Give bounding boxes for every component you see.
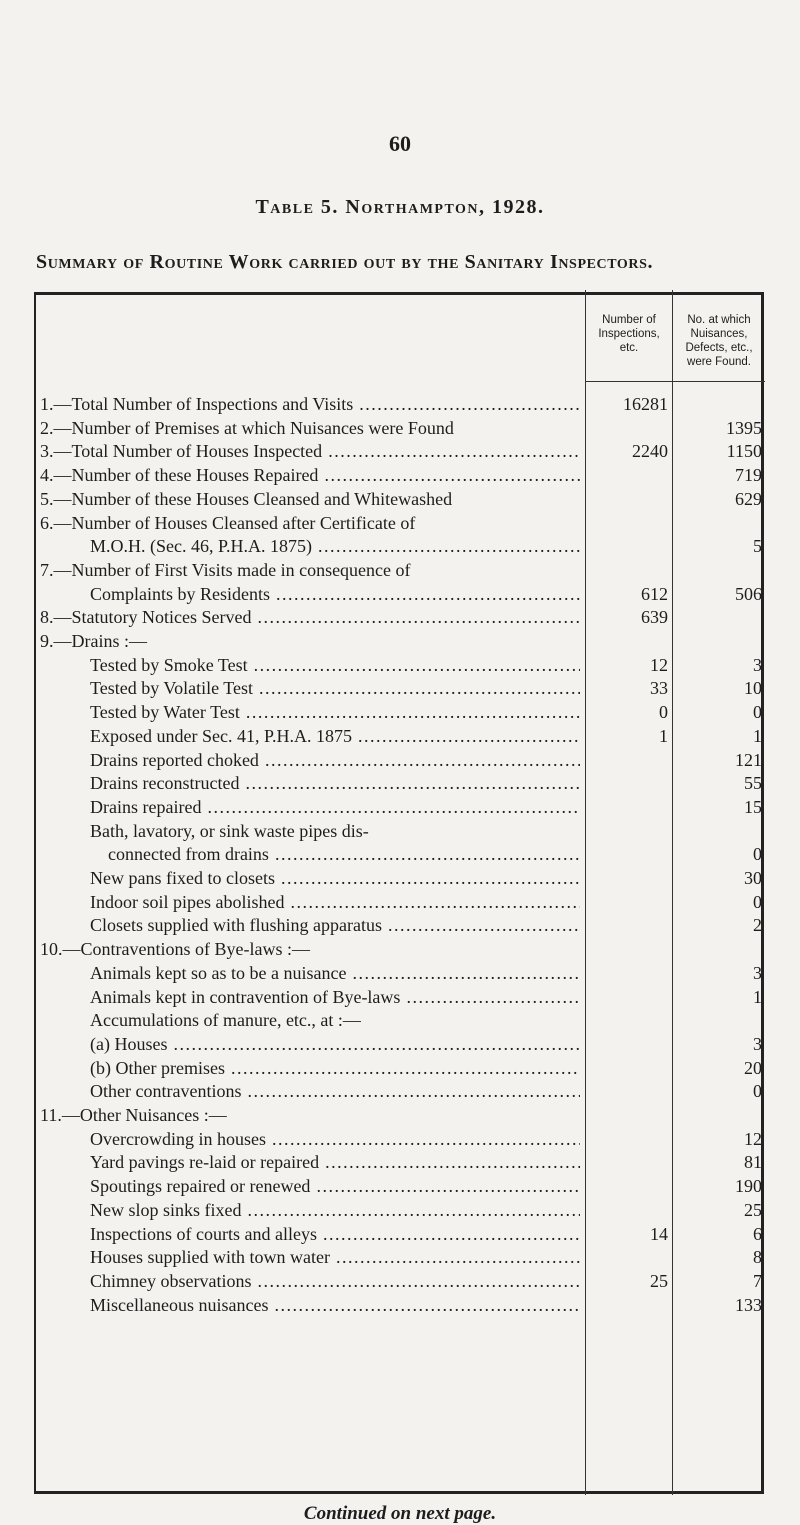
row-label: Complaints by Residents ..... — [90, 583, 580, 606]
row-label: New pans fixed to closets ..... — [90, 867, 580, 890]
table-row — [40, 583, 760, 606]
table-row — [40, 1270, 760, 1293]
nuisances-value: 25 — [744, 1199, 762, 1220]
inspections-value: 0 — [659, 702, 668, 723]
inspections-value: 16281 — [623, 394, 668, 414]
table-row — [40, 820, 760, 843]
nuisances-value: 30 — [744, 868, 762, 888]
nuisances-value: 629 — [735, 488, 762, 509]
row-label: Drains reported choked ..... — [90, 749, 580, 772]
row-label: Other contraventions ..... — [90, 1080, 580, 1103]
nuisances-value: 2 — [753, 915, 762, 936]
row-label: 10.—Contraventions of Bye-laws :— — [40, 939, 310, 960]
nuisances-value: 1 — [753, 725, 762, 746]
row-label: Tested by Volatile Test ..... — [90, 677, 580, 700]
inspections-value: 2240 — [632, 441, 668, 462]
table-row — [40, 1199, 760, 1222]
table-row — [40, 440, 760, 463]
inspections-value: 612 — [641, 583, 668, 604]
row-label: Exposed under Sec. 41, P.H.A. 1875 ..... — [90, 725, 580, 748]
nuisances-value: 1 — [753, 986, 762, 1007]
inspections-value: 33 — [650, 678, 668, 699]
nuisances-value: 1150 — [726, 441, 762, 462]
row-label: Accumulations of manure, etc., at :— — [90, 1010, 361, 1031]
row-label: Chimney observations ..... — [90, 1270, 580, 1293]
page-number: 60 — [389, 131, 411, 156]
table-row — [40, 1033, 760, 1056]
row-label: 8.—Statutory Notices Served ..... — [40, 606, 580, 629]
nuisances-value: 3 — [753, 1033, 762, 1054]
nuisances-value: 719 — [735, 465, 762, 486]
nuisances-value: 7 — [753, 1270, 762, 1291]
table-row — [40, 843, 760, 866]
header-rule — [585, 381, 765, 382]
table-subtitle: Summary of Routine Work carried out by the Sanitary Inspectors. — [36, 251, 654, 273]
table-row — [40, 914, 760, 937]
nuisances-value: 506 — [735, 583, 762, 604]
nuisances-value: 15 — [744, 796, 762, 817]
table-row — [40, 867, 760, 890]
nuisances-value: 10 — [744, 678, 762, 699]
inspections-value: 1 — [659, 725, 668, 746]
table-row — [40, 630, 760, 653]
table-title: Table 5. Northampton, 1928. — [255, 196, 545, 218]
row-label: Inspections of courts and alleys ..... — [90, 1223, 580, 1246]
nuisances-value: 81 — [744, 1152, 762, 1173]
row-label: 3.—Total Number of Houses Inspected ..... — [40, 440, 580, 463]
table-row — [40, 417, 760, 440]
row-label: Drains repaired ..... — [90, 796, 580, 819]
table-row — [40, 962, 760, 985]
table-row — [40, 1009, 760, 1032]
table-row — [40, 1294, 760, 1317]
row-label: 9.—Drains :— — [40, 631, 147, 651]
table-row — [40, 749, 760, 772]
table-row — [40, 1080, 760, 1103]
inspections-value: 639 — [641, 607, 668, 628]
row-label: Animals kept so as to be a nuisance ..... — [90, 962, 580, 985]
table-row — [40, 1104, 760, 1127]
continued-note: Continued on next page. — [303, 1503, 497, 1524]
table-row — [40, 393, 760, 416]
nuisances-value: 0 — [753, 1081, 762, 1102]
table-row — [40, 488, 760, 511]
table-row — [40, 772, 760, 795]
table-row — [40, 1175, 760, 1198]
table-row — [40, 1128, 760, 1151]
table-row — [40, 1246, 760, 1269]
nuisances-value: 8 — [753, 1247, 762, 1268]
table-row — [40, 1223, 760, 1246]
row-label: Bath, lavatory, or sink waste pipes dis- — [90, 820, 369, 841]
row-label: 7.—Number of First Visits made in consequence of — [40, 559, 411, 580]
table-row — [40, 512, 760, 535]
nuisances-value: 55 — [744, 773, 762, 794]
nuisances-value: 6 — [753, 1223, 762, 1244]
table-row — [40, 938, 760, 961]
table-row — [40, 891, 760, 914]
table-row — [40, 1151, 760, 1174]
nuisances-value: 1395 — [726, 417, 762, 438]
nuisances-value: 133 — [735, 1294, 762, 1315]
inspections-value: 25 — [650, 1270, 668, 1291]
row-label: 4.—Number of these Houses Repaired ..... — [40, 464, 580, 487]
table-row — [40, 725, 760, 748]
row-label: Houses supplied with town water ..... — [90, 1246, 580, 1269]
nuisances-value: 0 — [753, 702, 762, 723]
nuisances-value: 0 — [753, 844, 762, 865]
row-label: 1.—Total Number of Inspections and Visits ..... — [40, 393, 580, 416]
row-label: Drains reconstructed ..... — [90, 772, 580, 795]
row-label: Animals kept in contravention of Bye-laws ..... — [90, 986, 580, 1009]
nuisances-value: 121 — [735, 749, 762, 770]
row-label: 2.—Number of Premises at which Nuisances were Found — [40, 417, 454, 438]
row-label: Spoutings repaired or renewed ..... — [90, 1175, 580, 1198]
row-label: (b) Other premises ..... — [90, 1057, 580, 1080]
column-header-nuisances: No. at which Nuisances, Defects, etc., were Found. — [685, 314, 753, 368]
table-row — [40, 986, 760, 1009]
table-row — [40, 677, 760, 700]
row-label: connected from drains ..... — [108, 843, 580, 866]
table-row — [40, 654, 760, 677]
row-label: 5.—Number of these Houses Cleansed and Whitewashed — [40, 488, 453, 509]
table-row — [40, 559, 760, 582]
table-row — [40, 464, 760, 487]
row-label: Tested by Smoke Test ..... — [90, 654, 580, 677]
nuisances-value: 3 — [753, 654, 762, 675]
nuisances-value: 20 — [744, 1057, 762, 1078]
table-row — [40, 701, 760, 724]
row-label: M.O.H. (Sec. 46, P.H.A. 1875) ..... — [90, 535, 580, 558]
table-row — [40, 1057, 760, 1080]
table-row — [40, 796, 760, 819]
row-label: 11.—Other Nuisances :— — [40, 1105, 227, 1125]
table-row — [40, 606, 760, 629]
table-row — [40, 535, 760, 558]
nuisances-value: 0 — [753, 891, 762, 912]
inspections-value: 14 — [650, 1223, 668, 1244]
nuisances-value: 12 — [744, 1128, 762, 1149]
column-header-inspections: Number of Inspections, etc. — [598, 314, 660, 354]
row-label: Closets supplied with flushing apparatus ..... — [90, 914, 580, 937]
nuisances-value: 190 — [735, 1176, 762, 1197]
row-label: 6.—Number of Houses Cleansed after Certificate of — [40, 512, 416, 533]
row-label: Miscellaneous nuisances ..... — [90, 1294, 580, 1317]
row-label: Yard pavings re-laid or repaired ..... — [90, 1151, 580, 1174]
row-label: Overcrowding in houses ..... — [90, 1128, 580, 1151]
row-label: Tested by Water Test ..... — [90, 701, 580, 724]
row-label: New slop sinks fixed ..... — [90, 1199, 580, 1222]
row-label: (a) Houses ..... — [90, 1033, 580, 1056]
inspections-value: 12 — [650, 654, 668, 675]
row-label: Indoor soil pipes abolished ..... — [90, 891, 580, 914]
nuisances-value: 5 — [753, 536, 762, 557]
nuisances-value: 3 — [753, 962, 762, 983]
